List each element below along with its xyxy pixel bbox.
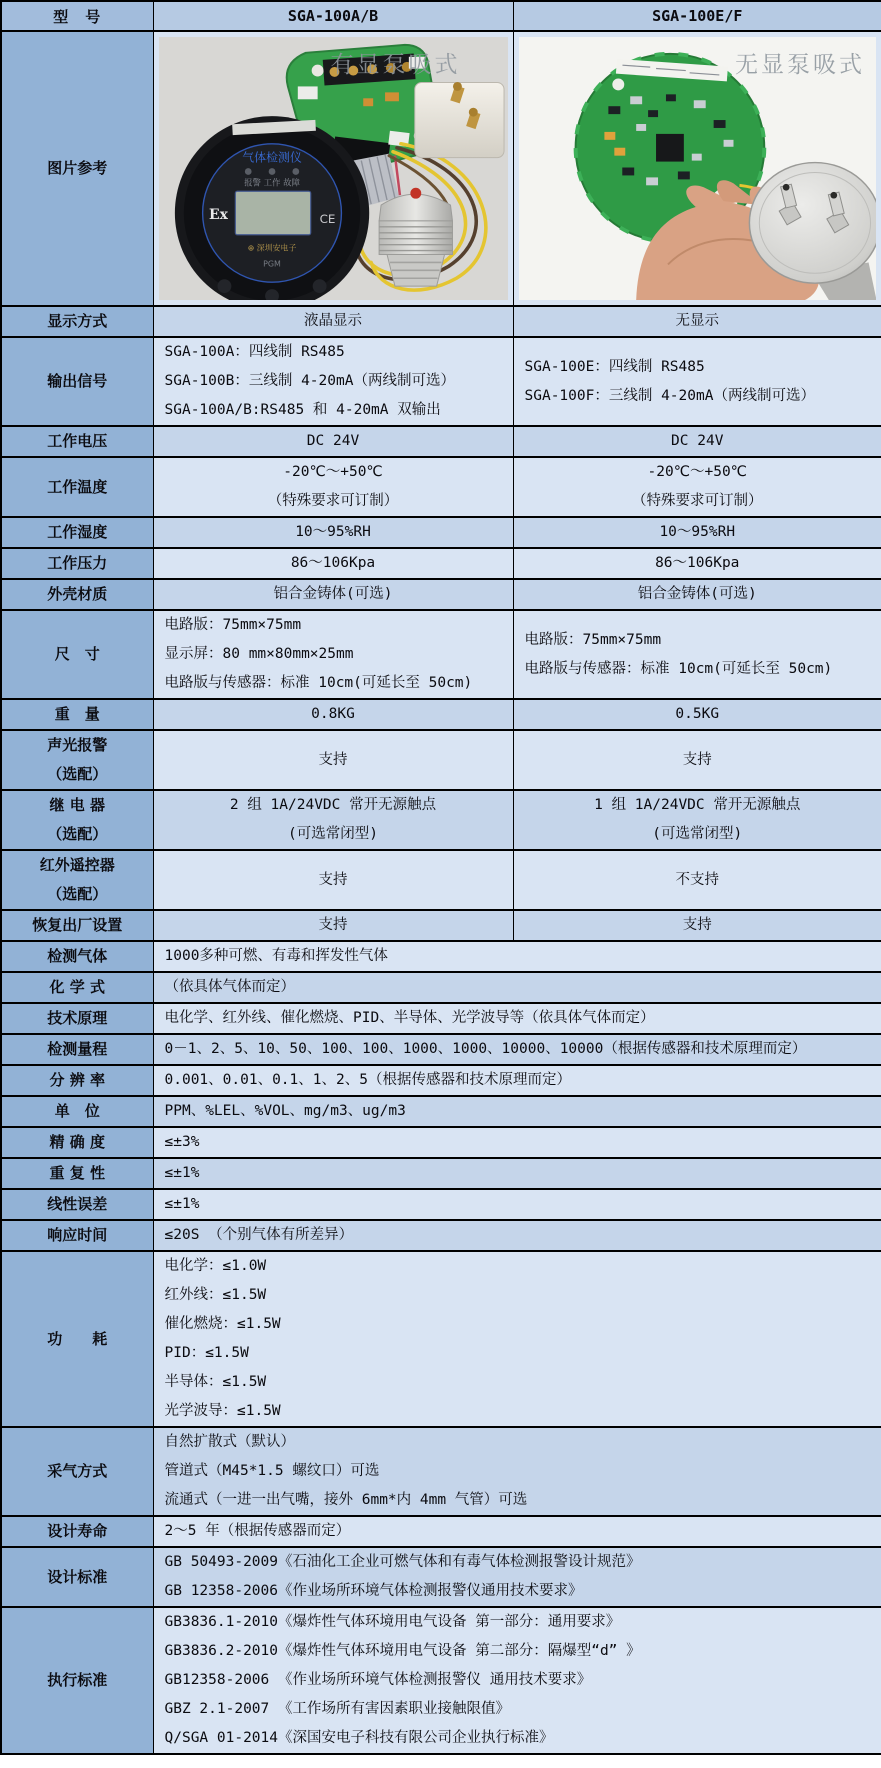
row-value: 电路版：75mm×75mm 显示屏：80 mm×80mm×25mm 电路版与传感器：标准 10cm(可延长至 50cm) — [153, 610, 513, 699]
table-row — [1, 579, 881, 610]
table-row — [1, 790, 881, 850]
row-label: 执行标准 — [1, 1607, 153, 1754]
row-value: DC 24V — [153, 426, 513, 457]
row-label: 单 位 — [1, 1096, 153, 1127]
row-value: 电化学：≤1.0W 红外线：≤1.5W 催化燃烧：≤1.5W PID：≤1.5W 半导体：≤1.5W 光学波导：≤1.5W — [153, 1251, 881, 1427]
row-value: DC 24V — [513, 426, 881, 457]
svg-text:PGM: PGM — [262, 259, 281, 269]
table-row — [1, 1516, 881, 1547]
svg-text:报警 工作 故障: 报警 工作 故障 — [243, 177, 300, 188]
row-value: 0.001、0.01、0.1、1、2、5（根据传感器和技术原理而定） — [153, 1065, 881, 1096]
row-label: 继 电 器 （选配） — [1, 790, 153, 850]
row-value: -20℃～+50℃ （特殊要求可订制） — [513, 457, 881, 517]
row-value: 电路版：75mm×75mm 电路版与传感器：标准 10cm(可延长至 50cm) — [513, 610, 881, 699]
table-row — [1, 1065, 881, 1096]
row-value: 液晶显示 — [153, 306, 513, 337]
table-row — [1, 972, 881, 1003]
row-value: 支持 — [153, 910, 513, 941]
row-value: ≤±1% — [153, 1158, 881, 1189]
row-value: 1000多种可燃、有毒和挥发性气体 — [153, 941, 881, 972]
row-label: 工作温度 — [1, 457, 153, 517]
row-value: 铝合金铸体(可选) — [513, 579, 881, 610]
row-label: 采气方式 — [1, 1427, 153, 1516]
table-row — [1, 730, 881, 790]
row-label: 检测量程 — [1, 1034, 153, 1065]
row-value: 86～106Kpa — [513, 548, 881, 579]
row-label: 功 耗 — [1, 1251, 153, 1427]
table-row — [1, 457, 881, 517]
pump-illustration — [414, 82, 503, 158]
table-row — [1, 1547, 881, 1607]
row-value: 2～5 年（根据传感器而定） — [153, 1516, 881, 1547]
row-label: 恢复出厂设置 — [1, 910, 153, 941]
row-label: 检测气体 — [1, 941, 153, 972]
row-label: 重 量 — [1, 699, 153, 730]
row-value: GB 50493-2009《石油化工企业可燃气体和有毒气体检测报警设计规范》 GB 12358-2006《作业场所环境气体检测报警仪通用技术要求》 — [153, 1547, 881, 1607]
row-label: 设计标准 — [1, 1547, 153, 1607]
row-value: ≤±1% — [153, 1189, 881, 1220]
row-label: 工作压力 — [1, 548, 153, 579]
row-value: GB3836.1-2010《爆炸性气体环境用电气设备 第一部分：通用要求》 GB3836.2-2010《爆炸性气体环境用电气设备 第二部分：隔爆型“d” 》 GB12358-2006 《作业场所环境气体检测报警仪 通用技术要求》 GBZ 2.1-2007 《工作场所有害因素职业接触限值》 Q/SGA 01-2014《深国安电子科技有限公司企业执行标准》 — [153, 1607, 881, 1754]
row-value: 0.8KG — [153, 699, 513, 730]
photo-caption-left: 有显泵吸式 — [330, 52, 461, 78]
row-value: 电化学、红外线、催化燃烧、PID、半导体、光学波导等（依具体气体而定） — [153, 1003, 881, 1034]
row-value: 支持 — [513, 730, 881, 790]
model-b-header: SGA-100E/F — [513, 1, 881, 31]
svg-text:气体检测仪: 气体检测仪 — [241, 150, 302, 165]
row-label: 响应时间 — [1, 1220, 153, 1251]
header-row — [1, 1, 881, 31]
row-label: 重 复 性 — [1, 1158, 153, 1189]
row-label: 尺 寸 — [1, 610, 153, 699]
row-value: SGA-100A：四线制 RS485 SGA-100B：三线制 4-20mA（两线制可选） SGA-100A/B:RS485 和 4-20mA 双输出 — [153, 337, 513, 426]
product-photo-left-illustration — [159, 37, 508, 300]
product-photo-right-illustration — [519, 37, 877, 300]
row-label — [1, 31, 153, 306]
svg-text:Ex: Ex — [208, 206, 228, 223]
row-value: PPM、%LEL、%VOL、mg/m3、ug/m3 — [153, 1096, 881, 1127]
row-label: 化 学 式 — [1, 972, 153, 1003]
table-row — [1, 1189, 881, 1220]
spec-table-body — [1, 1, 881, 1754]
row-label: 声光报警 （选配） — [1, 730, 153, 790]
table-row — [1, 1127, 881, 1158]
row-label: 显示方式 — [1, 306, 153, 337]
row-value: ≤20S （个别气体有所差异） — [153, 1220, 881, 1251]
row-label: 工作电压 — [1, 426, 153, 457]
product-photo-cell-right — [513, 31, 881, 306]
table-row — [1, 548, 881, 579]
row-label: 红外遥控器 （选配） — [1, 850, 153, 910]
row-value: 86～106Kpa — [153, 548, 513, 579]
row-value: （依具体气体而定） — [153, 972, 881, 1003]
row-label: 线性误差 — [1, 1189, 153, 1220]
row-value: 不支持 — [513, 850, 881, 910]
row-label: 工作湿度 — [1, 517, 153, 548]
table-row — [1, 1034, 881, 1065]
photo-row-label: 图片参考 — [47, 159, 108, 177]
row-label: 设计寿命 — [1, 1516, 153, 1547]
photo-caption-right: 无显泵吸式 — [735, 52, 865, 78]
row-value: 0－1、2、5、10、50、100、100、1000、1000、10000、10000（根据传感器和技术原理而定） — [153, 1034, 881, 1065]
row-label: 外壳材质 — [1, 579, 153, 610]
table-row — [1, 1158, 881, 1189]
row-value: 支持 — [153, 850, 513, 910]
row-value: 10～95%RH — [153, 517, 513, 548]
row-label: 输出信号 — [1, 337, 153, 426]
table-row — [1, 941, 881, 972]
row-value: 1 组 1A/24VDC 常开无源触点 (可选常闭型) — [513, 790, 881, 850]
model-a-header: SGA-100A/B — [153, 1, 513, 31]
product-photo-cell-left — [153, 31, 513, 306]
table-row — [1, 910, 881, 941]
table-row — [1, 850, 881, 910]
table-row — [1, 1607, 881, 1754]
product-photo-right — [519, 37, 877, 300]
table-row — [1, 337, 881, 426]
row-label: 精 确 度 — [1, 1127, 153, 1158]
row-value: 0.5KG — [513, 699, 881, 730]
row-value: 10～95%RH — [513, 517, 881, 548]
row-value: -20℃～+50℃ （特殊要求可订制） — [153, 457, 513, 517]
table-row — [1, 699, 881, 730]
table-row — [1, 1251, 881, 1427]
row-value: 2 组 1A/24VDC 常开无源触点 (可选常闭型) — [153, 790, 513, 850]
row-value: 无显示 — [513, 306, 881, 337]
table-row — [1, 610, 881, 699]
table-row — [1, 1003, 881, 1034]
row-value: 支持 — [153, 730, 513, 790]
row-value: 铝合金铸体(可选) — [153, 579, 513, 610]
svg-text:⊕ 深圳安电子: ⊕ 深圳安电子 — [247, 243, 296, 253]
table-row — [1, 1427, 881, 1516]
table-row — [1, 426, 881, 457]
row-label: 技术原理 — [1, 1003, 153, 1034]
row-value: 自然扩散式（默认） 管道式（M45*1.5 螺纹口）可选 流通式（一进一出气嘴，接外 6mm*内 4mm 气管）可选 — [153, 1427, 881, 1516]
table-row — [1, 1096, 881, 1127]
table-row — [1, 1220, 881, 1251]
model-header-label: 型 号 — [1, 1, 153, 31]
table-row — [1, 306, 881, 337]
product-photo-left — [159, 37, 508, 300]
row-label: 分 辨 率 — [1, 1065, 153, 1096]
row-value: SGA-100E：四线制 RS485 SGA-100F：三线制 4-20mA（两线制可选） — [513, 337, 881, 426]
photo-row — [1, 31, 881, 306]
row-value: ≤±3% — [153, 1127, 881, 1158]
table-row — [1, 517, 881, 548]
svg-text:CE: CE — [319, 211, 335, 226]
row-value: 支持 — [513, 910, 881, 941]
